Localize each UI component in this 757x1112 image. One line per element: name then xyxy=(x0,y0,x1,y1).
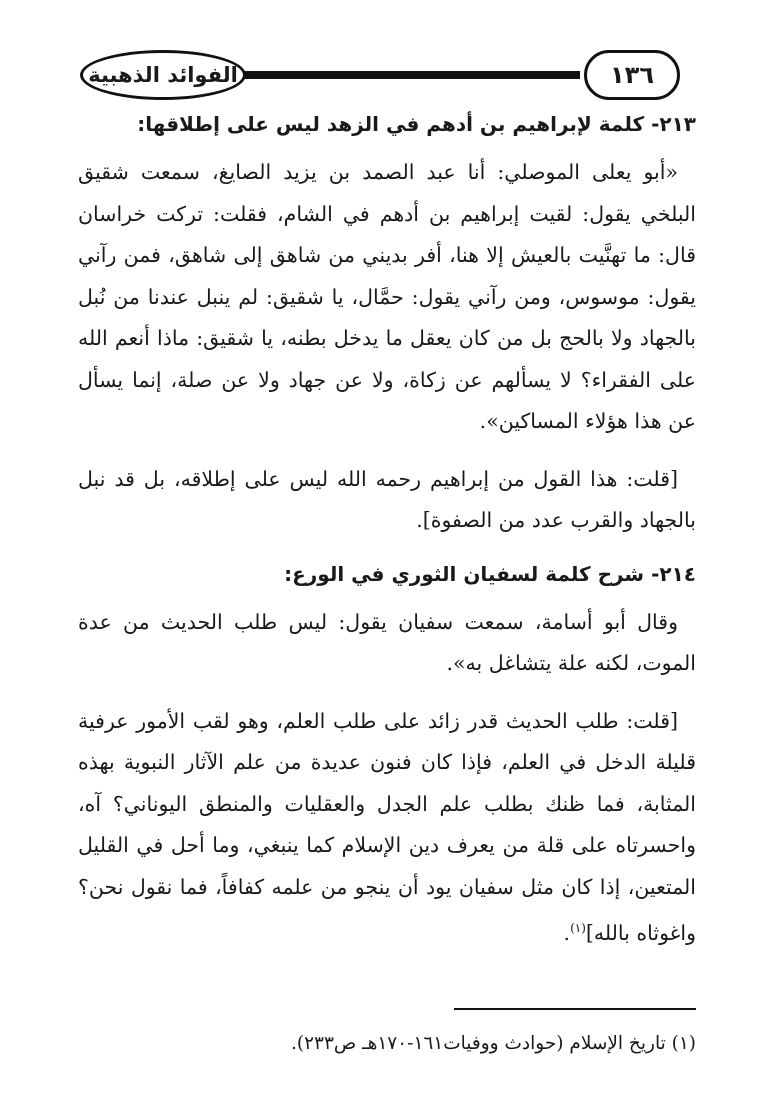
book-title-oval xyxy=(80,50,246,100)
footnote-separator xyxy=(454,1008,696,1010)
paragraph-214-quote: وقال أبو أسامة، سمعت سفيان يقول: ليس طلب الحديث من عدة الموت، لكنه علة يتشاغل به». xyxy=(78,609,696,675)
paragraph-214-comment xyxy=(78,701,696,955)
page-content xyxy=(78,108,696,970)
footnote-reference: (١) xyxy=(570,921,586,935)
page-header xyxy=(80,50,680,102)
page-number-badge xyxy=(584,50,680,100)
page-number: ١٣٦ xyxy=(610,61,654,89)
paragraph-end-period: . xyxy=(563,920,571,945)
paragraph-213-comment: [قلت: هذا القول من إبراهيم رحمه الله ليس على إطلاقه، بل قد نبل بالجهاد والقرب عدد من الصفوة]. xyxy=(78,466,696,532)
book-title: الفوائد الذهبية xyxy=(88,63,238,87)
section-title-214: ٢١٤- شرح كلمة لسفيان الثوري في الورع: xyxy=(284,561,696,586)
section-title-213: ٢١٣- كلمة لإبراهيم بن أدهم في الزهد ليس على إطلاقها: xyxy=(137,112,696,136)
footnote-1: (١) تاريخ الإسلام (حوادث ووفيات١٦١-١٧٠هـ ص٢٣٣). xyxy=(291,1033,696,1054)
paragraph-214-comment-text: [قلت: طلب الحديث قدر زائد على طلب العلم، وهو لقب الأمور عرفية قليلة الدخل في العلم، فإذا كان فنون عديدة من علم الآثار النبوية بهذه المثابة، فما ظنك بطلب علم الجدل والعقليات والمنطق اليوناني؟ آه، واحسرتاه على قلة من يعرف دين الإسلام كما ينبغي، وما أحل في القليل المتعين، إذا كان مثل سفيان يود أن ينجو من علمه كفافاً، فما نقول نحن؟ واغوثاه بالله] xyxy=(78,708,696,945)
paragraph-213-quote: «أبو يعلى الموصلي: أنا عبد الصمد بن يزيد الصايغ، سمعت شقيق البلخي يقول: لقيت إبراهيم بن أدهم في الشام، فقلت: تركت خراسان قال: ما تهنَّيت بالعيش إلا هنا، أفر بديني من شاهق إلى شاهق، فمن رآني يقول: موسوس، ومن رآني يقول: حمَّال، يا شقيق: لم ينبل عندنا من نُبل بالجهاد ولا بالحج بل من كان يعقل ما يدخل بطنه، يا شقيق: ماذا أنعم الله على الفقراء؟ لا يسألهم عن زكاة، ولا عن جهاد ولا عن صلة، إنما يسأل عن هذا هؤلاء المساكين». xyxy=(78,160,696,433)
